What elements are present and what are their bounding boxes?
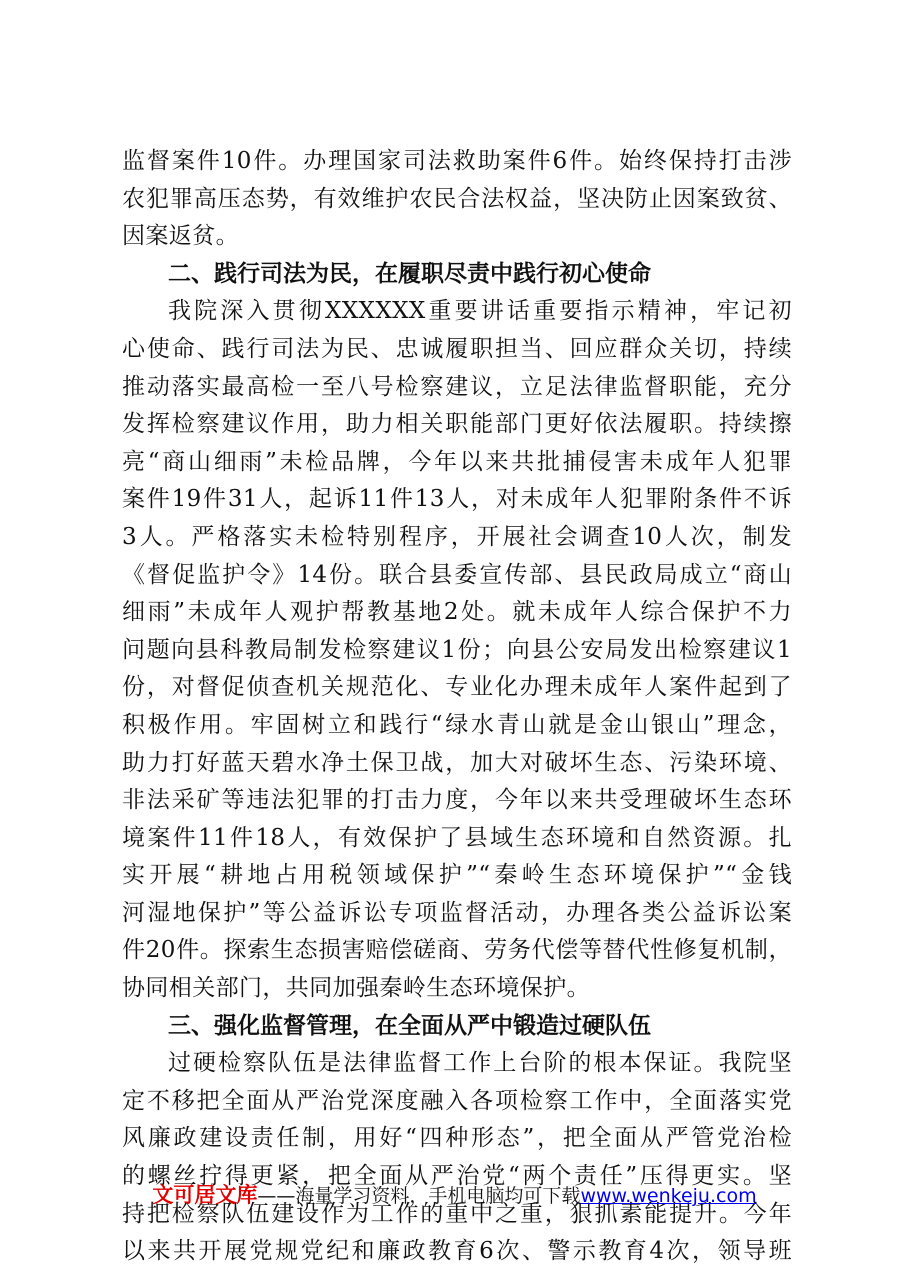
text-line: 协同相关部门，共同加强秦岭生态环境保护。 bbox=[122, 975, 590, 1002]
text-line: 境案件11件18人，有效保护了县域生态环境和自然资源。扎 bbox=[122, 824, 792, 851]
section-heading-2: 二、践行司法为民，在履职尽责中践行初心使命 bbox=[168, 260, 651, 287]
text-line: 持把检察队伍建设作为工作的重中之重，狠抓素能提升。今年 bbox=[122, 1200, 792, 1227]
text-line: 细雨”未成年人观护帮教基地2处。就未成年人综合保护不力 bbox=[122, 599, 792, 626]
text-line: 积极作用。牢固树立和践行“绿水青山就是金山银山”理念， bbox=[122, 711, 792, 738]
text-line: 我院深入贯彻XXXXXX重要讲话重要指示精神，牢记初 bbox=[168, 298, 792, 325]
text-line: 亮“商山细雨”未检品牌，今年以来共批捕侵害未成年人犯罪 bbox=[122, 448, 792, 475]
text-line: 因案返贫。 bbox=[122, 223, 239, 250]
text-line: 发挥检察建议作用，助力相关职能部门更好依法履职。持续擦 bbox=[122, 411, 792, 438]
text-line: 监督案件10件。办理国家司法救助案件6件。始终保持打击涉 bbox=[122, 148, 792, 174]
text-line: 心使命、践行司法为民、忠诚履职担当、回应群众关切，持续 bbox=[122, 335, 792, 362]
text-line: 问题向县科教局制发检察建议1份；向县公安局发出检察建议1 bbox=[122, 636, 792, 663]
text-line: 风廉政建设责任制，用好“四种形态”，把全面从严管党治检 bbox=[122, 1125, 792, 1152]
footer-slogan: ——海量学习资料，手机电脑均可下载 bbox=[257, 1185, 581, 1207]
text-line: 以来共开展党规党纪和廉政教育6次、警示教育4次，领导班 bbox=[122, 1238, 792, 1265]
text-line: 3人。严格落实未检特别程序，开展社会调查10人次，制发 bbox=[122, 523, 792, 550]
text-line: 案件19件31人，起诉11件13人，对未成年人犯罪附条件不诉 bbox=[122, 486, 792, 513]
text-line: 件20件。探索生态损害赔偿磋商、劳务代偿等替代性修复机制， bbox=[122, 937, 792, 964]
text-line: 的螺丝拧得更紧，把全面从严治党“两个责任”压得更实。坚 bbox=[122, 1163, 792, 1190]
text-line: 实开展“耕地占用税领域保护”“秦岭生态环境保护”“金钱 bbox=[122, 862, 792, 889]
text-line: 份，对督促侦查机关规范化、专业化办理未成年人案件起到了 bbox=[122, 674, 792, 701]
section-heading-3: 三、强化监督管理，在全面从严中锻造过硬队伍 bbox=[168, 1012, 651, 1039]
text-line: 助力打好蓝天碧水净土保卫战，加大对破坏生态、污染环境、 bbox=[122, 749, 792, 776]
text-line: 过硬检察队伍是法律监督工作上台阶的根本保证。我院坚 bbox=[168, 1050, 792, 1077]
footer-url-link[interactable]: www.wenkeju.com bbox=[580, 1185, 757, 1207]
text-line: 河湿地保护”等公益诉讼专项监督活动，办理各类公益诉讼案 bbox=[122, 899, 792, 926]
footer-banner bbox=[0, 1180, 909, 1211]
footer-brand: 文可居文库 bbox=[152, 1183, 258, 1207]
text-line: 推动落实最高检一至八号检察建议，立足法律监督职能，充分 bbox=[122, 373, 792, 400]
text-line: 非法采矿等违法犯罪的打击力度，今年以来共受理破坏生态环 bbox=[122, 787, 792, 814]
text-line: 《督促监护令》14份。联合县委宣传部、县民政局成立“商山 bbox=[122, 561, 792, 588]
text-line: 农犯罪高压态势，有效维护农民合法权益，坚决防止因案致贫、 bbox=[122, 185, 792, 212]
document-body bbox=[122, 143, 792, 1271]
text-line: 定不移把全面从严治党深度融入各项检察工作中，全面落实党 bbox=[122, 1087, 792, 1114]
